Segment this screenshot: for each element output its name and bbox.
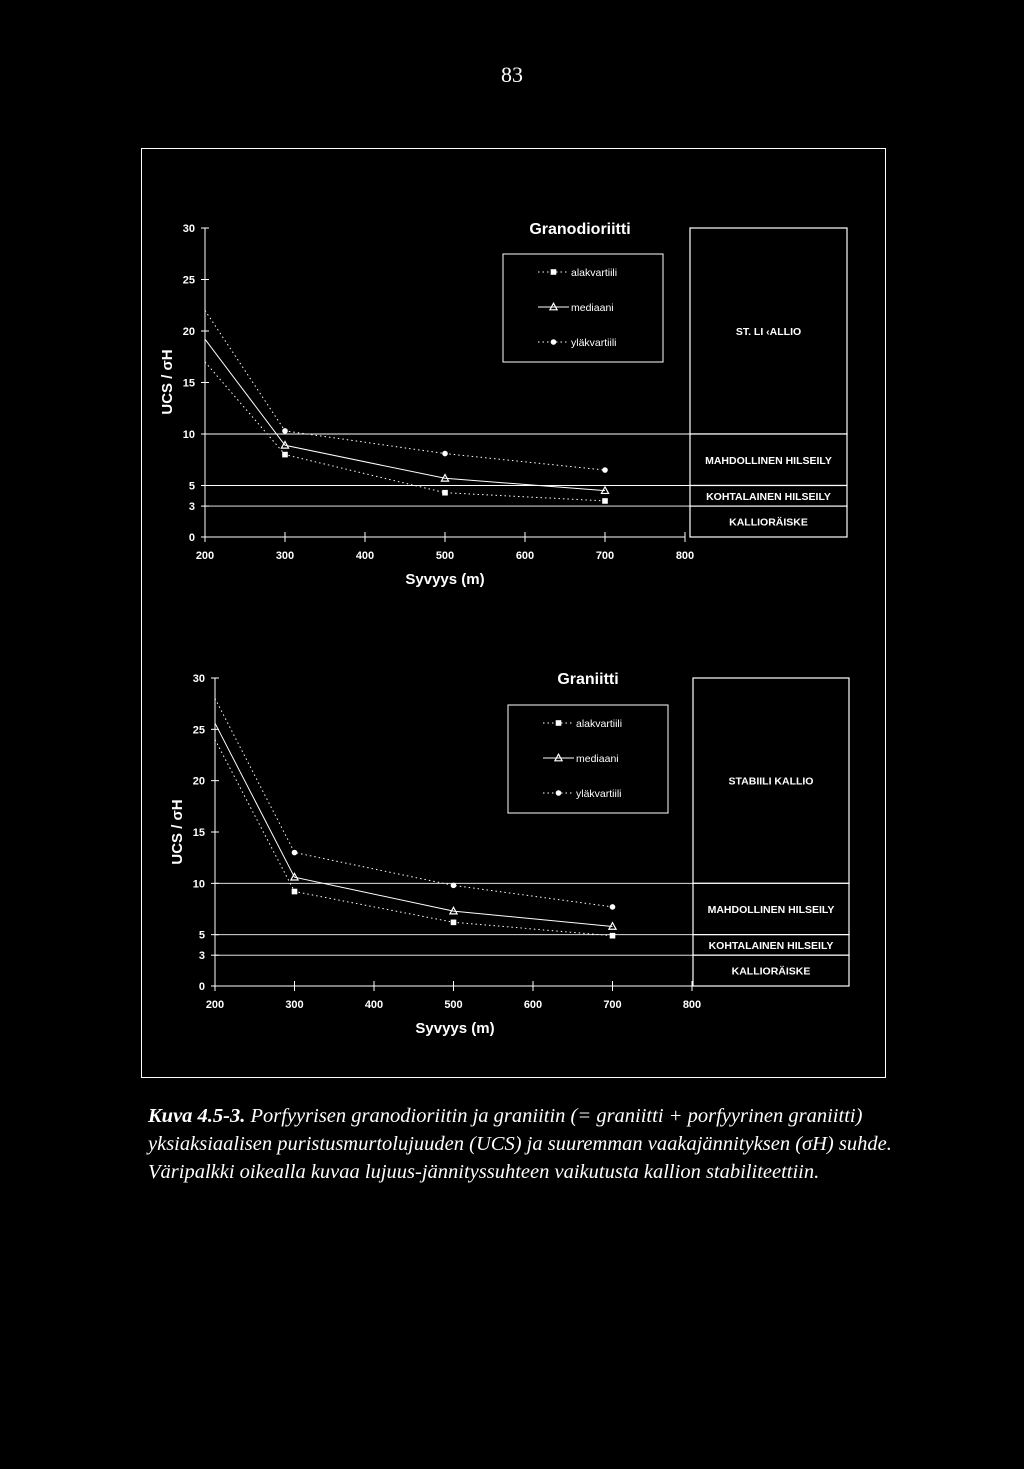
- y-tick-label: 25: [182, 274, 195, 287]
- data-point-alakvartiili: [451, 920, 457, 926]
- x-tick-label: 700: [603, 999, 622, 1011]
- data-point-yläkvartiili: [451, 883, 457, 889]
- y-tick-label: 3: [198, 950, 205, 963]
- chart-title: Graniitti: [557, 671, 619, 688]
- y-tick-label: 5: [198, 929, 205, 942]
- y-tick-label: 30: [192, 673, 205, 685]
- x-tick-label: 700: [595, 550, 615, 562]
- legend-label: alakvartiili: [576, 718, 623, 730]
- y-tick-label: 0: [188, 532, 195, 544]
- x-tick-label: 400: [364, 999, 384, 1011]
- x-tick-label: 500: [444, 999, 463, 1011]
- x-tick-label: 300: [275, 550, 295, 562]
- x-axis-label: Syvyys (m): [405, 571, 485, 588]
- legend-label: mediaani: [576, 753, 619, 765]
- legend-label: yläkvartiili: [576, 788, 622, 800]
- y-tick-label: 5: [188, 480, 195, 493]
- y-tick-label: 25: [192, 724, 205, 737]
- x-axis-label: Syvyys (m): [415, 1020, 495, 1037]
- x-tick-label: 400: [355, 550, 375, 562]
- x-tick-label: 200: [205, 999, 225, 1011]
- zone-label: STABIILI KALLIO: [728, 775, 814, 788]
- caption-text: Porfyyrisen granodioriitin ja graniitin (= graniitti + porfyyrinen graniitti) yksiaksiaalisen puristusmurtolujuuden (UCS) ja suuremman vaakajännityksen (σH) suhde. Väripalkki oikealla kuvaa lujuus-jännityssuhteen vaikutusta kallion stabiliteettiin.: [148, 1105, 892, 1183]
- legend-marker-yläkvartiili: [556, 790, 562, 796]
- zone-label: KALLIORÄISKE: [731, 965, 811, 978]
- x-tick-label: 600: [515, 550, 535, 562]
- y-tick-label: 30: [182, 223, 195, 235]
- x-tick-label: 600: [523, 999, 543, 1011]
- x-tick-label: 800: [675, 550, 695, 562]
- zone-label: KOHTALAINEN HILSEILY: [706, 490, 831, 503]
- y-tick-label: 15: [192, 827, 205, 839]
- y-axis-label: UCS / σH: [169, 799, 186, 865]
- y-tick-label: 0: [198, 981, 205, 993]
- y-tick-label: 3: [188, 501, 195, 514]
- figure-caption: [148, 1102, 908, 1186]
- data-point-yläkvartiili: [292, 850, 298, 856]
- chart-title: Granodioriitti: [529, 221, 631, 238]
- y-axis-label: UCS / σH: [159, 349, 176, 415]
- x-tick-label: 500: [435, 550, 455, 562]
- x-tick-label: 800: [682, 999, 702, 1011]
- zone-label: KOHTALAINEN HILSEILY: [708, 939, 834, 952]
- legend-label: alakvartiili: [571, 267, 618, 279]
- caption-label: Kuva 4.5-3.: [148, 1105, 246, 1127]
- legend-marker-alakvartiili: [556, 720, 562, 726]
- y-tick-label: 10: [182, 429, 195, 441]
- data-point-alakvartiili: [610, 933, 616, 939]
- zone-label: KALLIORÄISKE: [729, 516, 808, 529]
- y-tick-label: 15: [182, 377, 195, 390]
- data-point-yläkvartiili: [610, 904, 616, 910]
- legend-label: mediaani: [571, 302, 614, 314]
- page-number: 83: [501, 62, 523, 87]
- zone-label: MAHDOLLINEN HILSEILY: [705, 454, 832, 467]
- legend-label: yläkvartiili: [571, 337, 617, 349]
- y-tick-label: 20: [192, 775, 205, 788]
- x-tick-label: 200: [195, 550, 215, 562]
- y-tick-label: 10: [192, 878, 205, 891]
- data-point-alakvartiili: [292, 889, 298, 895]
- zone-label: ST. LI ‹ALLIO: [735, 326, 802, 338]
- y-tick-label: 20: [182, 326, 195, 338]
- x-tick-label: 300: [285, 999, 304, 1011]
- zone-label: MAHDOLLINEN HILSEILY: [707, 904, 835, 916]
